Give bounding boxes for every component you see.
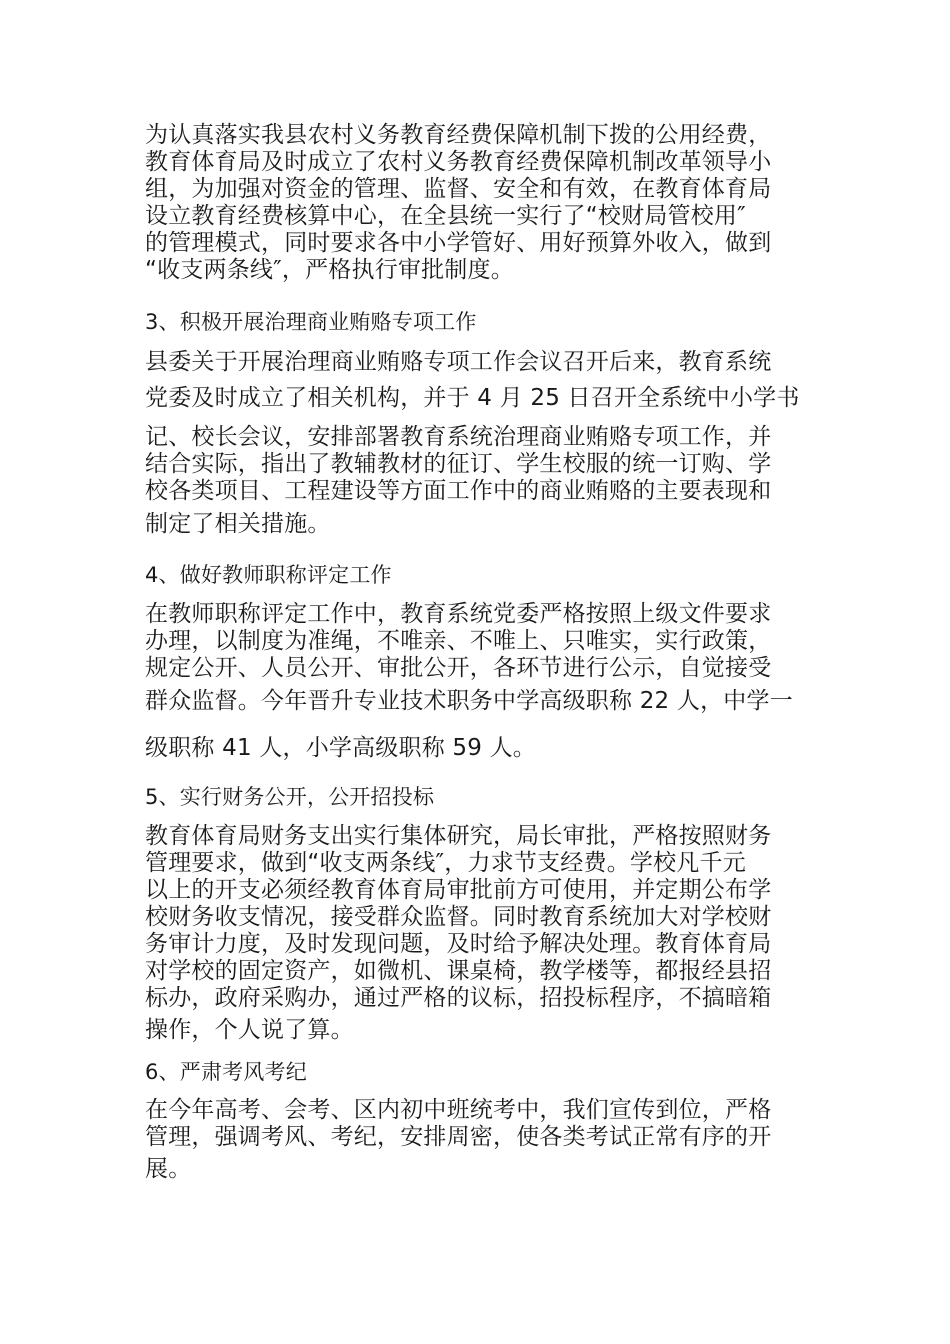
paragraph-line: 办理，以制度为准绳，不唯亲、不唯上、只唯实，实行政策， xyxy=(145,628,772,654)
section-heading: 4、做好教师职称评定工作 xyxy=(145,563,392,587)
paragraph-line: 管理要求，做到“收支两条线″，力求节支经费。学校凡千元 xyxy=(145,850,746,876)
paragraph-line: 群众监督。今年晋升专业技术职务中学高级职称 22 人，中学一 xyxy=(145,688,793,714)
paragraph-line: 结合实际，指出了教辅教材的征订、学生校服的统一订购、学 xyxy=(145,451,772,477)
paragraph-line: 在今年高考、会考、区内初中班统考中，我们宣传到位，严格 xyxy=(145,1097,772,1123)
paragraph-line: 教育体育局及时成立了农村义务教育经费保障机制改革领导小 xyxy=(145,149,772,175)
section-heading: 5、实行财务公开，公开招投标 xyxy=(145,785,435,809)
paragraph-line: 记、校长会议，安排部署教育系统治理商业贿赂专项工作，并 xyxy=(145,424,772,450)
paragraph-line: 对学校的固定资产，如微机、课桌椅，教学楼等，都报经县招 xyxy=(145,958,772,984)
paragraph-line: 规定公开、人员公开、审批公开，各环节进行公示，自觉接受 xyxy=(145,655,772,681)
paragraph-line: 级职称 41 人，小学高级职称 59 人。 xyxy=(145,735,536,761)
paragraph-line: 务审计力度，及时发现问题，及时给予解决处理。教育体育局 xyxy=(145,931,772,957)
paragraph-line: 在教师职称评定工作中，教育系统党委严格按照上级文件要求 xyxy=(145,601,772,627)
paragraph-line: 展。 xyxy=(145,1156,192,1182)
paragraph-line: “收支两条线″，严格执行审批制度。 xyxy=(145,257,514,283)
section-heading: 6、严肃考风考纪 xyxy=(145,1060,307,1084)
paragraph-line: 操作，个人说了算。 xyxy=(145,1017,354,1043)
paragraph-line: 教育体育局财务支出实行集体研究，局长审批，严格按照财务 xyxy=(145,823,772,849)
paragraph-line: 制定了相关措施。 xyxy=(145,511,331,537)
paragraph-line: 以上的开支必须经教育体育局审批前方可使用，并定期公布学 xyxy=(145,877,772,903)
paragraph-line: 组，为加强对资金的管理、监督、安全和有效，在教育体育局 xyxy=(145,176,772,202)
paragraph-line: 设立教育经费核算中心，在全县统一实行了“校财局管校用″ xyxy=(145,203,746,229)
paragraph-line: 县委关于开展治理商业贿赂专项工作会议召开后来，教育系统 xyxy=(145,349,772,375)
paragraph-line: 校各类项目、工程建设等方面工作中的商业贿赂的主要表现和 xyxy=(145,478,772,504)
paragraph-line: 管理，强调考风、考纪，安排周密，使各类考试正常有序的开 xyxy=(145,1124,772,1150)
paragraph-line: 校财务收支情况，接受群众监督。同时教育系统加大对学校财 xyxy=(145,904,772,930)
paragraph-line: 的管理模式，同时要求各中小学管好、用好预算外收入，做到 xyxy=(145,230,772,256)
paragraph-line: 党委及时成立了相关机构，并于 4 月 25 日召开全系统中小学书 xyxy=(145,385,800,411)
paragraph-line: 为认真落实我县农村义务教育经费保障机制下拨的公用经费， xyxy=(145,122,772,148)
paragraph-line: 标办，政府采购办，通过严格的议标，招投标程序，不搞暗箱 xyxy=(145,985,772,1011)
section-heading: 3、积极开展治理商业贿赂专项工作 xyxy=(145,310,477,334)
